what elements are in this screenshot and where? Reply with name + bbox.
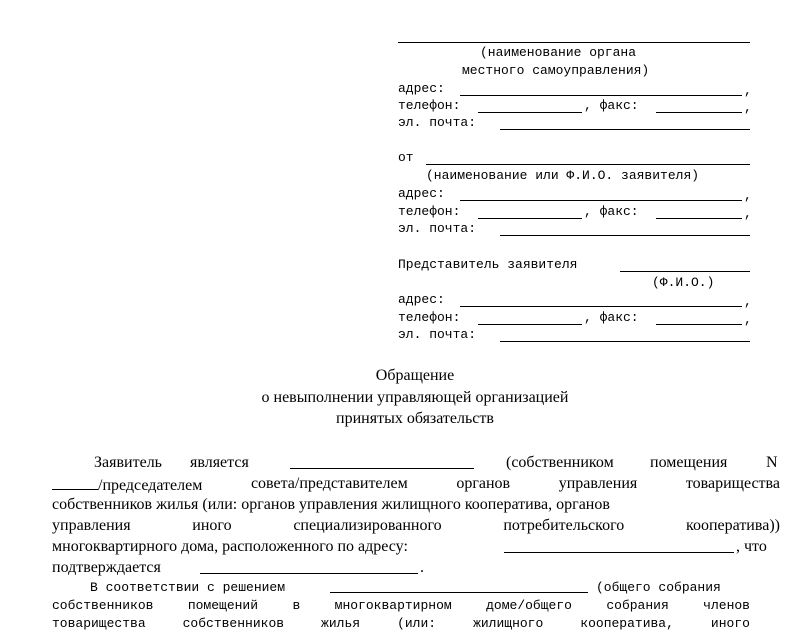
word: специализированного — [293, 517, 442, 534]
organ-caption-2: местного самоуправления) — [462, 63, 650, 78]
word: собственников — [52, 598, 154, 613]
word: иного — [710, 616, 750, 631]
phone-field-line-3[interactable] — [478, 324, 582, 325]
word: товарищества — [52, 616, 146, 631]
p2-line-1-text: В соответствии с решением — [90, 580, 286, 595]
word: жилищного — [473, 616, 544, 631]
word: многоквартирном — [334, 598, 452, 613]
body-line-5 — [52, 538, 780, 556]
address-label-2: адрес: — [398, 186, 445, 201]
word: кооператива, — [580, 616, 674, 631]
body-line-5-text: многоквартирного дома, расположенного по адресу: — [52, 538, 408, 555]
address-label-3: адрес: — [398, 292, 445, 307]
word: помещения — [650, 454, 728, 471]
fax-field-line[interactable] — [656, 112, 742, 113]
body-line-4 — [52, 517, 780, 535]
phone-label-2: телефон: — [398, 204, 461, 219]
address-comma: , — [744, 83, 752, 98]
applicant-caption: (наименование или Ф.И.О. заявителя) — [426, 168, 700, 183]
email-label: эл. почта: — [398, 115, 477, 130]
body-line-2 — [52, 475, 780, 495]
organ-name-line — [398, 42, 750, 43]
body-line-6-end: . — [420, 559, 424, 576]
body-line-3: собственников жилья (или: органов управления жилищного кооператива, органов — [52, 496, 610, 513]
word: собственников — [182, 616, 285, 631]
fax-field-line-3[interactable] — [656, 324, 742, 325]
word: жилья — [321, 616, 361, 631]
house-address-line[interactable] — [504, 552, 734, 553]
word: Заявитель — [94, 454, 162, 471]
word: собрания — [606, 598, 669, 613]
representative-name-line[interactable] — [620, 271, 750, 272]
address-field-line[interactable] — [460, 95, 742, 96]
p2-line-2 — [52, 597, 750, 615]
body-line-6 — [52, 559, 452, 577]
decision-line[interactable] — [330, 592, 588, 593]
word: иного — [192, 517, 232, 534]
p2-line-1-end: (общего собрания — [596, 580, 721, 595]
p2-line-3 — [52, 615, 750, 633]
applicant-name-line[interactable] — [426, 164, 750, 165]
organ-caption-1: (наименование органа — [480, 45, 637, 60]
representative-label: Представитель заявителя — [398, 257, 578, 272]
email-field-line[interactable] — [500, 129, 750, 130]
fax-comma-2: , — [744, 206, 752, 221]
address-comma-3: , — [744, 294, 752, 309]
word: управления — [558, 475, 638, 492]
word: (или: — [397, 616, 437, 631]
from-label: от — [398, 150, 414, 165]
applicant-fill-line[interactable] — [290, 468, 474, 469]
address-label: адрес: — [398, 81, 445, 96]
word: (собственником — [506, 454, 614, 471]
email-field-line-3[interactable] — [500, 341, 750, 342]
word: товарищества — [685, 475, 780, 492]
fax-label-3: , факс: — [584, 310, 639, 325]
word: совета/представителем — [250, 475, 408, 492]
word: N — [766, 454, 778, 471]
p2-line-1 — [90, 579, 780, 597]
phone-label: телефон: — [398, 98, 461, 113]
confirmation-line[interactable] — [200, 573, 418, 574]
word: потребительского — [503, 517, 625, 534]
body-line-6-text: подтверждается — [52, 559, 161, 576]
word: помещений — [187, 598, 259, 613]
body-line-5-end: , что — [736, 538, 767, 555]
address-field-line-2[interactable] — [460, 200, 742, 201]
premise-number-line[interactable] — [52, 475, 98, 490]
word: /председателем — [98, 477, 203, 494]
word: является — [190, 454, 249, 471]
word: органов — [456, 475, 511, 492]
title-line-1: Обращение — [375, 367, 455, 384]
fax-label: , факс: — [584, 98, 639, 113]
address-field-line-3[interactable] — [460, 306, 742, 307]
premise-number-group — [52, 475, 202, 495]
word: членов — [703, 598, 750, 613]
email-label-2: эл. почта: — [398, 221, 477, 236]
title-line-3: принятых обязательств — [336, 410, 494, 427]
email-field-line-2[interactable] — [500, 235, 750, 236]
fax-comma: , — [744, 100, 752, 115]
word: доме/общего — [486, 598, 572, 613]
word: управления — [52, 517, 131, 534]
phone-label-3: телефон: — [398, 310, 461, 325]
address-comma-2: , — [744, 188, 752, 203]
phone-field-line-2[interactable] — [478, 218, 582, 219]
fio-caption: (Ф.И.О.) — [652, 275, 715, 290]
fax-field-line-2[interactable] — [656, 218, 742, 219]
title-line-2: о невыполнении управляющей организацией — [261, 389, 569, 406]
word: кооператива)) — [686, 517, 780, 534]
body-line-1 — [94, 454, 780, 472]
fax-comma-3: , — [744, 312, 752, 327]
word: в — [292, 598, 301, 613]
email-label-3: эл. почта: — [398, 327, 477, 342]
fax-label-2: , факс: — [584, 204, 639, 219]
phone-field-line[interactable] — [478, 112, 582, 113]
